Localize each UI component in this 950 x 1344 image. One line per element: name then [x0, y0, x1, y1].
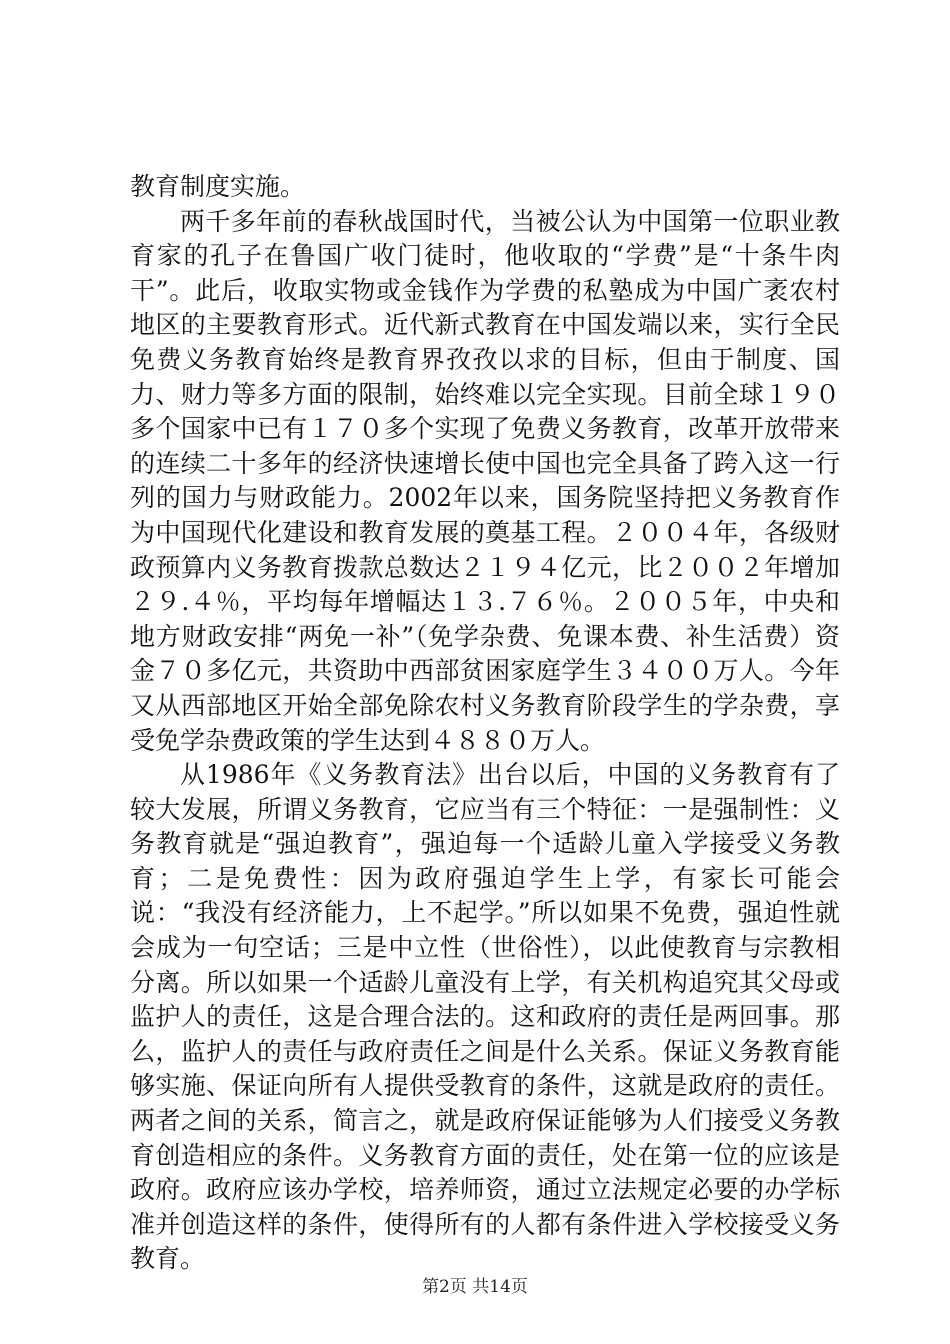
body-text	[130, 170, 840, 1277]
page-footer: 第2页 共14页	[422, 1277, 528, 1297]
paragraph-history: 两千多年前的春秋战国时代，当被公认为中国第一位职业教育家的孔子在鲁国广收门徒时，他收取的“学费”是“十条牛肉干”。此后，收取实物或金钱作为学费的私塾成为中国广袤农村地区的主要教育形式。近代新式教育在中国发端以来，实行全民免费义务教育始终是教育界孜孜以求的目标，但由于制度、国力、财力等多方面的限制，始终难以完全实现。目前全球１９０多个国家中已有１７０多个实现了免费义务教育，改革开放带来的连续二十多年的经济快速增长使中国也完全具备了跨入这一行列的国力与财政能力。2002年以来，国务院坚持把义务教育作为中国现代化建设和教育发展的奠基工程。２００４年，各级财政预算内义务教育拨款总数达２１９４亿元，比２００２年增加２９.４％，平均每年增幅达１３.７６％。２００５年，中央和地方财政安排“两免一补”（免学杂费、免课本费、补生活费）资金７０多亿元，共资助中西部贫困家庭学生３４００万人。今年又从西部地区开始全部免除农村义务教育阶段学生的学杂费，享受免学杂费政策的学生达到４８８０万人。	[130, 206, 840, 755]
paragraph-compulsory-education: 从1986年《义务教育法》出台以后，中国的义务教育有了较大发展，所谓义务教育，它应当有三个特征：一是强制性：义务教育就是“强迫教育”，强迫每一个适龄儿童入学接受义务教育；二是免费性：因为政府强迫学生上学，有家长可能会说：“我没有经济能力，上不起学。”所以如果不免费，强迫性就会成为一句空话；三是中立性（世俗性），以此使教育与宗教相分离。所以如果一个适龄儿童没有上学，有关机构追究其父母或监护人的责任，这是合理合法的。这和政府的责任是两回事。那么，监护人的责任与政府责任之间是什么关系。保证义务教育能够实施、保证向所有人提供受教育的条件，这就是政府的责任。两者之间的关系，简言之，就是政府保证能够为人们接受义务教育创造相应的条件。义务教育方面的责任，处在第一位的应该是政府。政府应该办学校，培养师资，通过立法规定必要的办学标准并创造这样的条件，使得所有的人都有条件进入学校接受义务教育。	[130, 760, 840, 1274]
paragraph-continuation: 教育制度实施。	[130, 172, 306, 201]
